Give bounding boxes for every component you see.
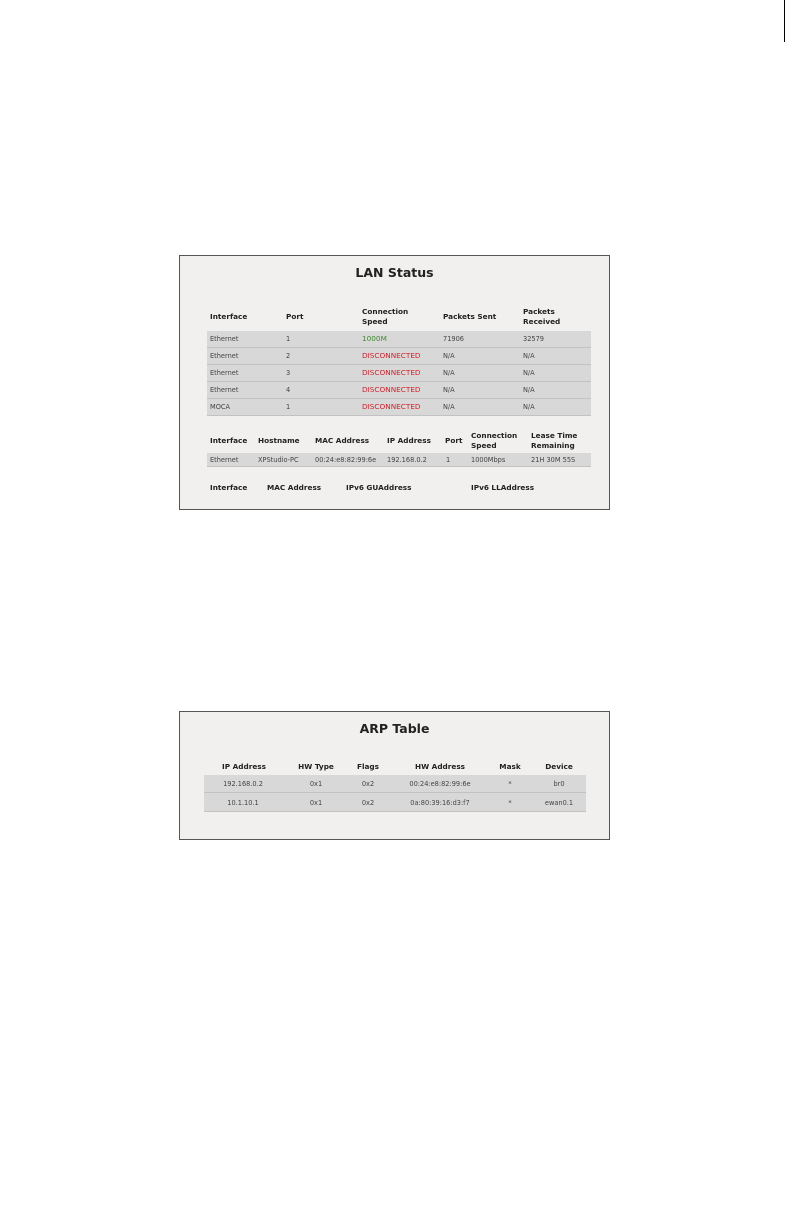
- arp-device: br0: [553, 780, 565, 788]
- client-header-interface: Interface: [210, 436, 248, 445]
- arp-header-mask: Mask: [499, 762, 521, 771]
- arp-hw-type: 0x1: [309, 799, 323, 807]
- arp-header-flags: Flags: [357, 762, 379, 771]
- row-packets-received: N/A: [523, 369, 535, 377]
- arp-header-hw-type: HW Type: [298, 762, 334, 771]
- client-ip-address: 192.168.0.2: [387, 456, 427, 464]
- row-packets-sent: N/A: [443, 386, 455, 394]
- arp-header-hw-address: HW Address: [414, 762, 466, 771]
- client-interface: Ethernet: [210, 456, 239, 464]
- header-packets-sent: Packets Sent: [443, 312, 497, 321]
- row-interface: Ethernet: [210, 369, 239, 377]
- arp-ip-address: 192.168.0.2: [223, 780, 263, 788]
- port-row: [207, 331, 591, 348]
- client-hostname: XPStudio-PC: [258, 456, 299, 464]
- header-port: Port: [286, 312, 304, 321]
- arp-mask: *: [508, 799, 512, 807]
- row-connection-speed: DISCONNECTED: [362, 385, 421, 394]
- row-port: 3: [286, 369, 291, 377]
- client-connection-speed: 1000Mbps: [471, 456, 506, 464]
- row-packets-received: N/A: [523, 352, 535, 360]
- row-connection-speed: DISCONNECTED: [362, 351, 421, 360]
- arp-hw-address: 00:24:e8:82:99:6e: [409, 780, 471, 788]
- row-port: 2: [286, 352, 291, 360]
- row-packets-sent: N/A: [443, 403, 455, 411]
- ipv6-header-mac-address: MAC Address: [267, 483, 322, 492]
- header-packets-received: Packets Received: [523, 307, 561, 326]
- row-packets-received: N/A: [523, 403, 535, 411]
- row-packets-sent: N/A: [443, 369, 455, 377]
- arp-row: [204, 793, 586, 812]
- client-header-hostname: Hostname: [258, 436, 300, 445]
- row-port: 1: [286, 335, 291, 343]
- row-interface: Ethernet: [210, 386, 239, 394]
- ipv6-header-interface: Interface: [210, 483, 248, 492]
- arp-row: [204, 775, 586, 793]
- port-row: [207, 365, 591, 382]
- row-packets-sent: 71906: [443, 335, 464, 343]
- row-interface: Ethernet: [210, 352, 239, 360]
- client-header-ip-address: IP Address: [387, 436, 431, 445]
- arp-header-device: Device: [545, 762, 573, 771]
- header-connection-speed: Connection Speed: [362, 307, 409, 326]
- arp-flags: 0x2: [361, 799, 375, 807]
- arp-table-title: ARP Table: [359, 721, 430, 736]
- row-packets-received: N/A: [523, 386, 535, 394]
- client-mac-address: 00:24:e8:82:99:6e: [315, 456, 377, 464]
- arp-mask: *: [508, 780, 512, 788]
- row-connection-speed: DISCONNECTED: [362, 402, 421, 411]
- crop-mark: [784, 0, 785, 42]
- arp-device: ewan0.1: [544, 799, 574, 807]
- port-row: [207, 348, 591, 365]
- row-connection-speed: 1000M: [362, 334, 387, 343]
- arp-flags: 0x2: [361, 780, 375, 788]
- client-header-connection-speed: Connection Speed: [471, 431, 518, 450]
- client-header-lease-time: Lease Time Remaining: [531, 431, 578, 450]
- port-row: [207, 399, 591, 416]
- arp-ip-address: 10.1.10.1: [227, 799, 259, 807]
- client-port: 1: [446, 456, 451, 464]
- ipv6-header-gu-address: IPv6 GUAddress: [346, 483, 412, 492]
- port-row: [207, 382, 591, 399]
- client-lease-time: 21H 30M 55S: [531, 456, 576, 464]
- client-row: [207, 453, 591, 467]
- row-connection-speed: DISCONNECTED: [362, 368, 421, 377]
- lan-status-title: LAN Status: [355, 265, 434, 280]
- ipv6-header-ll-address: IPv6 LLAddress: [471, 483, 535, 492]
- arp-table-panel: [179, 711, 610, 840]
- row-port: 4: [286, 386, 291, 394]
- row-port: 1: [286, 403, 291, 411]
- lan-status-panel: [179, 255, 610, 510]
- arp-hw-type: 0x1: [309, 780, 323, 788]
- row-interface: Ethernet: [210, 335, 239, 343]
- arp-hw-address: 0a:80:39:16:d3:f7: [410, 799, 470, 807]
- row-packets-received: 32579: [523, 335, 544, 343]
- client-header-port: Port: [445, 436, 463, 445]
- row-interface: MOCA: [210, 403, 230, 411]
- row-packets-sent: N/A: [443, 352, 455, 360]
- client-header-mac-address: MAC Address: [315, 436, 370, 445]
- arp-header-ip-address: IP Address: [222, 762, 266, 771]
- header-interface: Interface: [210, 312, 248, 321]
